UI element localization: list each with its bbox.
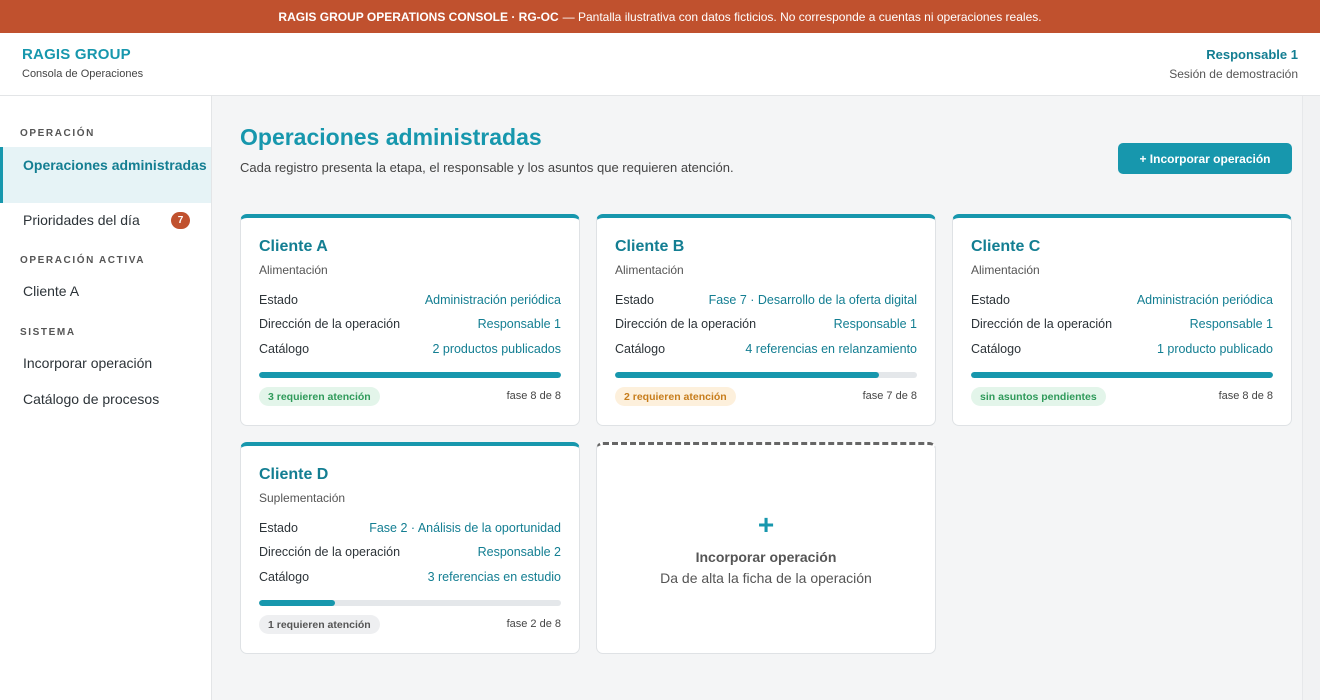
row-value: 4 referencias en relanzamiento (745, 342, 917, 356)
card-client-name[interactable]: Cliente A (259, 238, 328, 255)
brand-subtitle: Consola de Operaciones (22, 68, 144, 80)
add-card-title: Incorporar operación (695, 549, 837, 565)
sidebar-item-operaciones-administradas[interactable] (0, 147, 211, 203)
plus-icon: + (757, 509, 775, 540)
card-sector: Suplementación (259, 491, 346, 505)
sidebar (0, 96, 212, 700)
row-label: Estado (615, 293, 654, 307)
sidebar-item-label: Incorporar operación (23, 355, 153, 371)
banner-title: RAGIS GROUP OPERATIONS CONSOLE · RG-OC (278, 9, 559, 24)
row-label: Catálogo (615, 342, 666, 356)
sidebar-section-sistema: SISTEMA (20, 327, 76, 338)
row-label: Dirección de la operación (971, 317, 1113, 331)
user-session: Sesión de demostración (1169, 67, 1298, 81)
add-card-subtitle: Da de alta la ficha de la operación (660, 570, 872, 586)
row-label: Catálogo (259, 342, 310, 356)
card-sector: Alimentación (259, 263, 328, 277)
card-row-catalogo (971, 342, 1273, 358)
priorities-count-badge: 7 (171, 212, 190, 229)
row-value: Fase 2 · Análisis de la oportunidad (369, 521, 561, 535)
row-value: Responsable 1 (477, 317, 561, 331)
card-row-estado (259, 293, 561, 309)
operation-card-cliente-d[interactable] (240, 442, 580, 654)
operation-card-cliente-b[interactable] (596, 214, 936, 426)
card-row-catalogo (615, 342, 917, 358)
phase-label: fase 7 de 8 (862, 390, 917, 402)
phase-progress-bar (259, 600, 561, 606)
sidebar-item-label: Catálogo de procesos (23, 391, 160, 407)
row-label: Dirección de la operación (259, 545, 401, 559)
row-label: Catálogo (971, 342, 1022, 356)
sidebar-section-operacion: OPERACIÓN (20, 128, 95, 139)
card-row-catalogo (259, 342, 561, 358)
sidebar-item-catalogo-procesos[interactable] (0, 391, 211, 407)
sidebar-item-label: Prioridades del día (23, 212, 140, 228)
card-sector: Alimentación (971, 263, 1040, 277)
phase-progress-fill (259, 600, 335, 606)
card-row-direccion (259, 317, 561, 333)
sidebar-item-cliente-a[interactable] (0, 283, 211, 299)
main-content (212, 96, 1302, 700)
add-operation-card[interactable] (596, 442, 936, 654)
phase-progress-bar (615, 372, 917, 378)
card-row-estado (971, 293, 1273, 309)
attention-badge: 2 requieren atención (615, 387, 736, 406)
card-sector: Alimentación (615, 263, 684, 277)
row-label: Dirección de la operación (259, 317, 401, 331)
row-label: Estado (259, 293, 298, 307)
phase-progress-fill (259, 372, 561, 378)
card-client-name[interactable]: Cliente C (971, 238, 1041, 255)
sidebar-item-label: Operaciones administradas (23, 157, 207, 173)
phase-progress-bar (259, 372, 561, 378)
sidebar-section-operacion-activa: OPERACIÓN ACTIVA (20, 255, 146, 266)
row-value: Fase 7 · Desarrollo de la oferta digital (708, 293, 917, 307)
brand-name: RAGIS GROUP (22, 46, 131, 63)
row-value: Responsable 2 (477, 545, 561, 559)
sidebar-item-label: Cliente A (23, 283, 80, 299)
phase-progress-fill (971, 372, 1273, 378)
attention-badge: 1 requieren atención (259, 615, 380, 634)
row-value: Administración periódica (424, 293, 561, 307)
card-row-direccion (259, 545, 561, 561)
phase-progress-bar (971, 372, 1273, 378)
page-scrollbar[interactable] (1302, 96, 1320, 700)
row-value: Responsable 1 (1189, 317, 1273, 331)
sidebar-item-prioridades[interactable] (0, 212, 211, 228)
row-label: Estado (259, 521, 298, 535)
row-value: 3 referencias en estudio (427, 570, 561, 584)
phase-label: fase 8 de 8 (506, 390, 561, 402)
demo-banner (0, 0, 1320, 33)
row-label: Estado (971, 293, 1010, 307)
card-row-direccion (615, 317, 917, 333)
row-value: 2 productos publicados (432, 342, 561, 356)
page-subtitle: Cada registro presenta la etapa, el responsable y los asuntos que requieren atención. (240, 160, 734, 175)
add-operation-button[interactable]: + Incorporar operación (1118, 143, 1292, 174)
row-value: Responsable 1 (833, 317, 917, 331)
row-value: Administración periódica (1136, 293, 1273, 307)
row-label: Catálogo (259, 570, 310, 584)
row-value: 1 producto publicado (1156, 342, 1273, 356)
phase-label: fase 8 de 8 (1218, 390, 1273, 402)
card-row-estado (615, 293, 917, 309)
card-client-name[interactable]: Cliente D (259, 466, 329, 483)
operation-card-cliente-c[interactable] (952, 214, 1292, 426)
row-label: Dirección de la operación (615, 317, 757, 331)
phase-progress-fill (615, 372, 879, 378)
attention-badge: 3 requieren atención (259, 387, 380, 406)
card-row-direccion (971, 317, 1273, 333)
card-row-estado (259, 521, 561, 537)
phase-label: fase 2 de 8 (506, 618, 561, 630)
page-title: Operaciones administradas (240, 124, 542, 150)
banner-note: — Pantalla ilustrativa con datos ficticios. No corresponde a cuentas ni operaciones reales. (562, 9, 1042, 24)
sidebar-item-incorporar-operacion[interactable] (0, 355, 211, 371)
brand[interactable] (22, 46, 143, 80)
card-row-catalogo (259, 570, 561, 586)
operation-card-cliente-a[interactable] (240, 214, 580, 426)
attention-badge: sin asuntos pendientes (971, 387, 1106, 406)
user-menu[interactable] (1169, 47, 1298, 81)
top-header (0, 33, 1320, 96)
card-client-name[interactable]: Cliente B (615, 238, 685, 255)
user-name: Responsable 1 (1206, 47, 1298, 62)
